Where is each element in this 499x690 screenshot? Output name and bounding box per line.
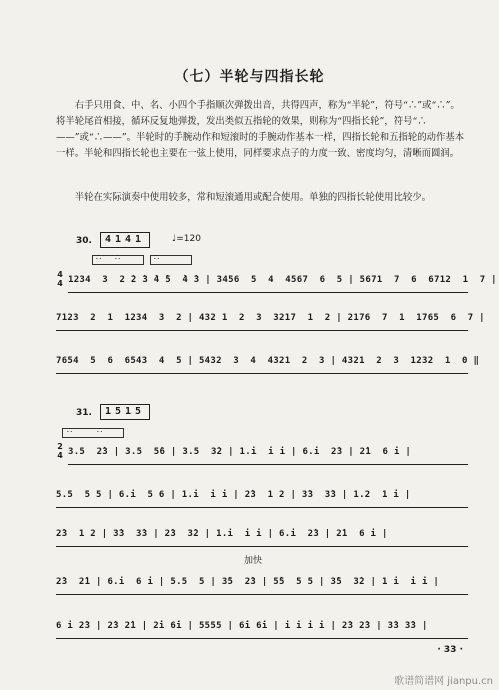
site-watermark: 歌谱简谱网 jianpu.cn [394,676,493,687]
underline [56,638,468,639]
example-31-fingering: 1515 [100,404,150,420]
example-31-row-3 [56,527,470,547]
underline [68,292,468,293]
notation-line: 3.5 2̇3 | 3.5 5̇6 | 3.5 3̇2 | 1.i i i | 6.i 2̇3 | 2̇1 6 i | [68,447,412,457]
notation-line: 2̇3 2̇1 | 6.i 6 i | 5.5 5 | 3̇5 2̇3 | 5̇5 5 5 | 3̇5 3̇2 | 1 i i i | [56,577,440,587]
page-number: · 33 · [437,645,463,655]
example-31-row-5 [56,619,470,639]
intro-paragraph-2: 半轮在实际演奏中使用较多，常和短滚通用或配合使用。单独的四指长轮使用比较少。 [74,192,432,203]
example-31-number: 31. [76,408,92,418]
half-wheel-mark-3: ∴ ∴ [62,428,124,438]
notation-line: 1234 3 2 ̇2 ̇3 ̇4 ̇5 ̇4 ̇3 | 3456 5 4 4567 6 5 | 5671 7 6 6712 1 7 | [68,275,497,285]
notation-line: 5.5 5 5 | 6.i 5 6 | 1.i i i | 2̇3 1 2 | 3̇3 3̇3 | 1.2 1 i | [56,490,411,500]
notation-line: 7123 2 1 1234 3 2 | 432 1 2 3 3217 1 2 | 2176 7 1 1765 6 7 | [56,313,485,323]
section-title: （七）半轮与四指长轮 [174,69,325,85]
example-30-fingering: 4141 [100,232,150,248]
example-31-time-signature-bottom: 4 [57,451,63,460]
example-31-time-signature-top: 2 [57,442,63,451]
example-31-row-1 [56,442,470,465]
underline [56,373,468,374]
half-wheel-mark-2: ∴ [150,255,192,265]
notation-line: 2̇3 1 2 | 3̇3 3̇3 | 2̇3 3̇2 | 1.i i i | 6.i 2̇3 | 2̇1 6 i | [56,529,388,539]
example-30-time-signature-top: 4 [57,270,63,279]
example-30-row-3 [56,354,480,374]
intro-paragraph-1: 右手只用食、中、名、小四个手指顺次弹拨出音，共得四声，称为“半轮”，符号“∴”或“∴”。将半轮尾首相接，循环反复地弹拨，发出类似五指轮的效果，则称为“四指长轮”，符号“∴——”或“∴——”。半轮时的手腕动作和短滚时的手腕动作基本一样，四指长轮和五指轮的动作基本一样。半轮和四指长轮也主要在一弦上使用，同样要求点子的力度一致、密度均匀，清晰而圆润。 [56,100,465,159]
notation-line: 6 i 2̇3 | 2̇3 2̇1 | 2̇i 6̇i | 5555 | 6̇i 6̇i | i i i i | 2̇3 2̇3 | 3̇3 3̇3 | [56,621,428,631]
underline [56,507,468,508]
underline [56,330,468,331]
half-wheel-mark-1: ∴ ∴ [92,255,144,265]
notation-line: 7654 5 6 6543 4 5 | 5432 3 4 4321 2 3 | 4321 2 3 1232 1 0 ‖ [56,356,480,366]
underline [56,546,468,547]
example-30-time-signature-bottom: 4 [57,279,63,288]
example-30-row-2 [56,311,485,331]
example-31-row-4 [56,575,470,595]
example-30-row-1 [56,270,497,293]
accelerando-marking: 加快 [244,556,263,566]
example-30-tempo: ♩=120 [172,234,201,244]
example-31-row-2 [56,488,470,508]
underline [68,464,468,465]
example-30-number: 30. [76,236,92,246]
underline [56,594,468,595]
